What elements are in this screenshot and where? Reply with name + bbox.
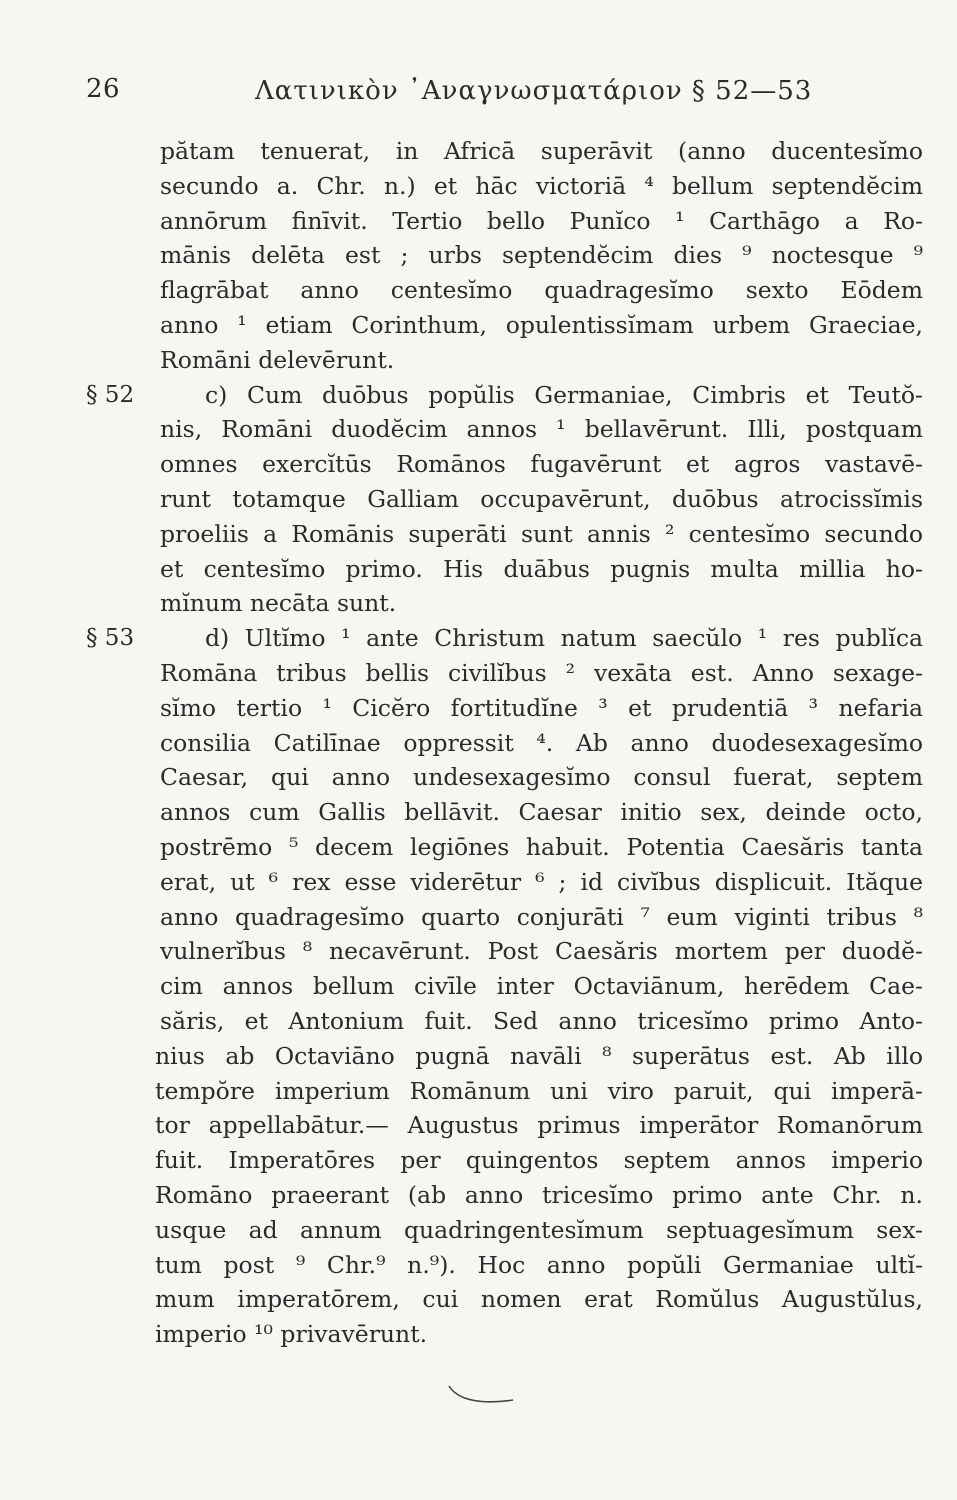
text-line [0,169,957,204]
line-text: mĭnum necāta sunt. [160,589,397,618]
text-line [0,1213,957,1248]
text-line [0,1039,957,1074]
line-text: runt totamque Galliam occupavērunt, duōbus atrocissĭmis [160,484,923,513]
line-text: Romāni delevērunt. [160,345,395,374]
line-text: săris, et Antonium fuit. Sed anno tricesĭmo primo Anto- [160,1006,923,1035]
text-line [0,308,957,343]
text-line [0,1004,957,1039]
running-head: Λατινικὸν ᾿Αναγνωσματάριον § 52—53 [255,76,813,106]
section-marker: § 53 [86,625,135,652]
line-text: omnes exercĭtūs Romānos fugavērunt et agros vastavē- [160,450,923,479]
line-text: mum imperatōrem, cui nomen erat Romŭlus Augustŭlus, [155,1285,923,1314]
line-text: sĭmo tertio ¹ Cicĕro fortitudĭne ³ et prudentiā ³ nefaria [160,693,923,722]
line-text: mānis delēta est ; urbs septendĕcim dies ⁹ noctesque ⁹ [160,241,923,270]
text-line [0,726,957,761]
text-line [0,517,957,552]
text-line [0,204,957,239]
text-line [0,795,957,830]
line-text: annos cum Gallis bellāvit. Caesar initio sex, deinde octo, [160,798,923,827]
end-flourish-icon [445,1378,517,1406]
text-line [0,447,957,482]
text-line [0,900,957,935]
body-text [0,134,957,1352]
text-line [0,1282,957,1317]
text-line [0,691,957,726]
line-text: nis, Romāni duodĕcim annos ¹ bellavērunt. Illi, postquam [160,415,923,444]
line-text: secundo a. Chr. n.) et hāc victoriā ⁴ bellum septendĕcim [160,171,923,200]
text-line [0,482,957,517]
text-line [0,1143,957,1178]
line-text: proeliis a Romānis superāti sunt annis ² centesĭmo secundo [160,519,923,548]
line-text: tor appellabātur.— Augustus primus imperātor Romanōrum [155,1111,923,1140]
text-line [0,1178,957,1213]
line-text: flagrābat anno centesĭmo quadragesĭmo sexto Eōdem [160,276,923,305]
text-line [0,656,957,691]
line-text: usque ad annum quadringentesĭmum septuagesĭmum sex- [155,1215,923,1244]
line-text: pătam tenuerat, in Africā superāvit (anno ducentesĭmo [160,137,923,165]
text-line [0,134,957,169]
line-text: Caesar, qui anno undesexagesĭmo consul fuerat, septem [160,763,923,792]
line-text: et centesĭmo primo. His duābus pugnis multa millia ho- [160,554,923,583]
line-text: consilia Catilīnae oppressit ⁴. Ab anno duodesexagesĭmo [160,728,923,757]
text-line [0,552,957,587]
text-line [0,830,957,865]
text-line [0,273,957,308]
line-text: nius ab Octaviāno pugnā navāli ⁸ superātus est. Ab illo [155,1041,923,1070]
text-line [0,1248,957,1283]
line-text: c) Cum duōbus popŭlis Germaniae, Cimbris et Teutŏ- [205,380,923,409]
text-line [0,934,957,969]
line-text: cim annos bellum civīle inter Octaviānum, herēdem Cae- [160,972,923,1001]
line-text: fuit. Imperatōres per quingentos septem annos imperio [155,1146,923,1175]
line-text: imperio ¹⁰ privavērunt. [155,1320,428,1349]
line-text: vulnerĭbus ⁸ necavērunt. Post Caesăris mortem per duodĕ- [160,937,923,966]
text-line [0,865,957,900]
text-line [0,1317,957,1352]
text-line [0,586,957,621]
line-text: anno ¹ etiam Corinthum, opulentissĭmam urbem Graeciae, [160,310,923,339]
text-line [0,1074,957,1109]
text-line [0,343,957,378]
text-line [0,1108,957,1143]
line-text: postrēmo ⁵ decem legiōnes habuit. Potentia Caesăris tanta [160,832,923,861]
page-number: 26 [86,74,121,104]
text-line [0,238,957,273]
section-marker: § 52 [86,381,135,408]
line-text: erat, ut ⁶ rex esse viderētur ⁶ ; id civĭbus displicuit. Ităque [160,867,923,896]
line-text: Romāna tribus bellis civilĭbus ² vexāta est. Anno sexage- [160,658,923,687]
text-line [0,621,957,656]
text-line [0,378,957,413]
line-text: annōrum finīvit. Tertio bello Punĭco ¹ Carthāgo a Ro- [160,206,923,235]
line-text: anno quadragesĭmo quarto conjurāti ⁷ eum viginti tribus ⁸ [160,902,923,931]
line-text: Romāno praeerant (ab anno tricesĭmo primo ante Chr. n. [155,1180,923,1209]
page-header [0,72,957,116]
line-text: tempŏre imperium Romānum uni viro paruit, qui imperā- [155,1076,923,1105]
line-text: tum post ⁹ Chr.⁹ n.⁹). Hoc anno popŭli Germaniae ultĭ- [155,1250,923,1279]
line-text: d) Ultĭmo ¹ ante Christum natum saecŭlo ¹ res publĭca [205,624,923,653]
text-line [0,969,957,1004]
text-line [0,412,957,447]
text-line [0,760,957,795]
